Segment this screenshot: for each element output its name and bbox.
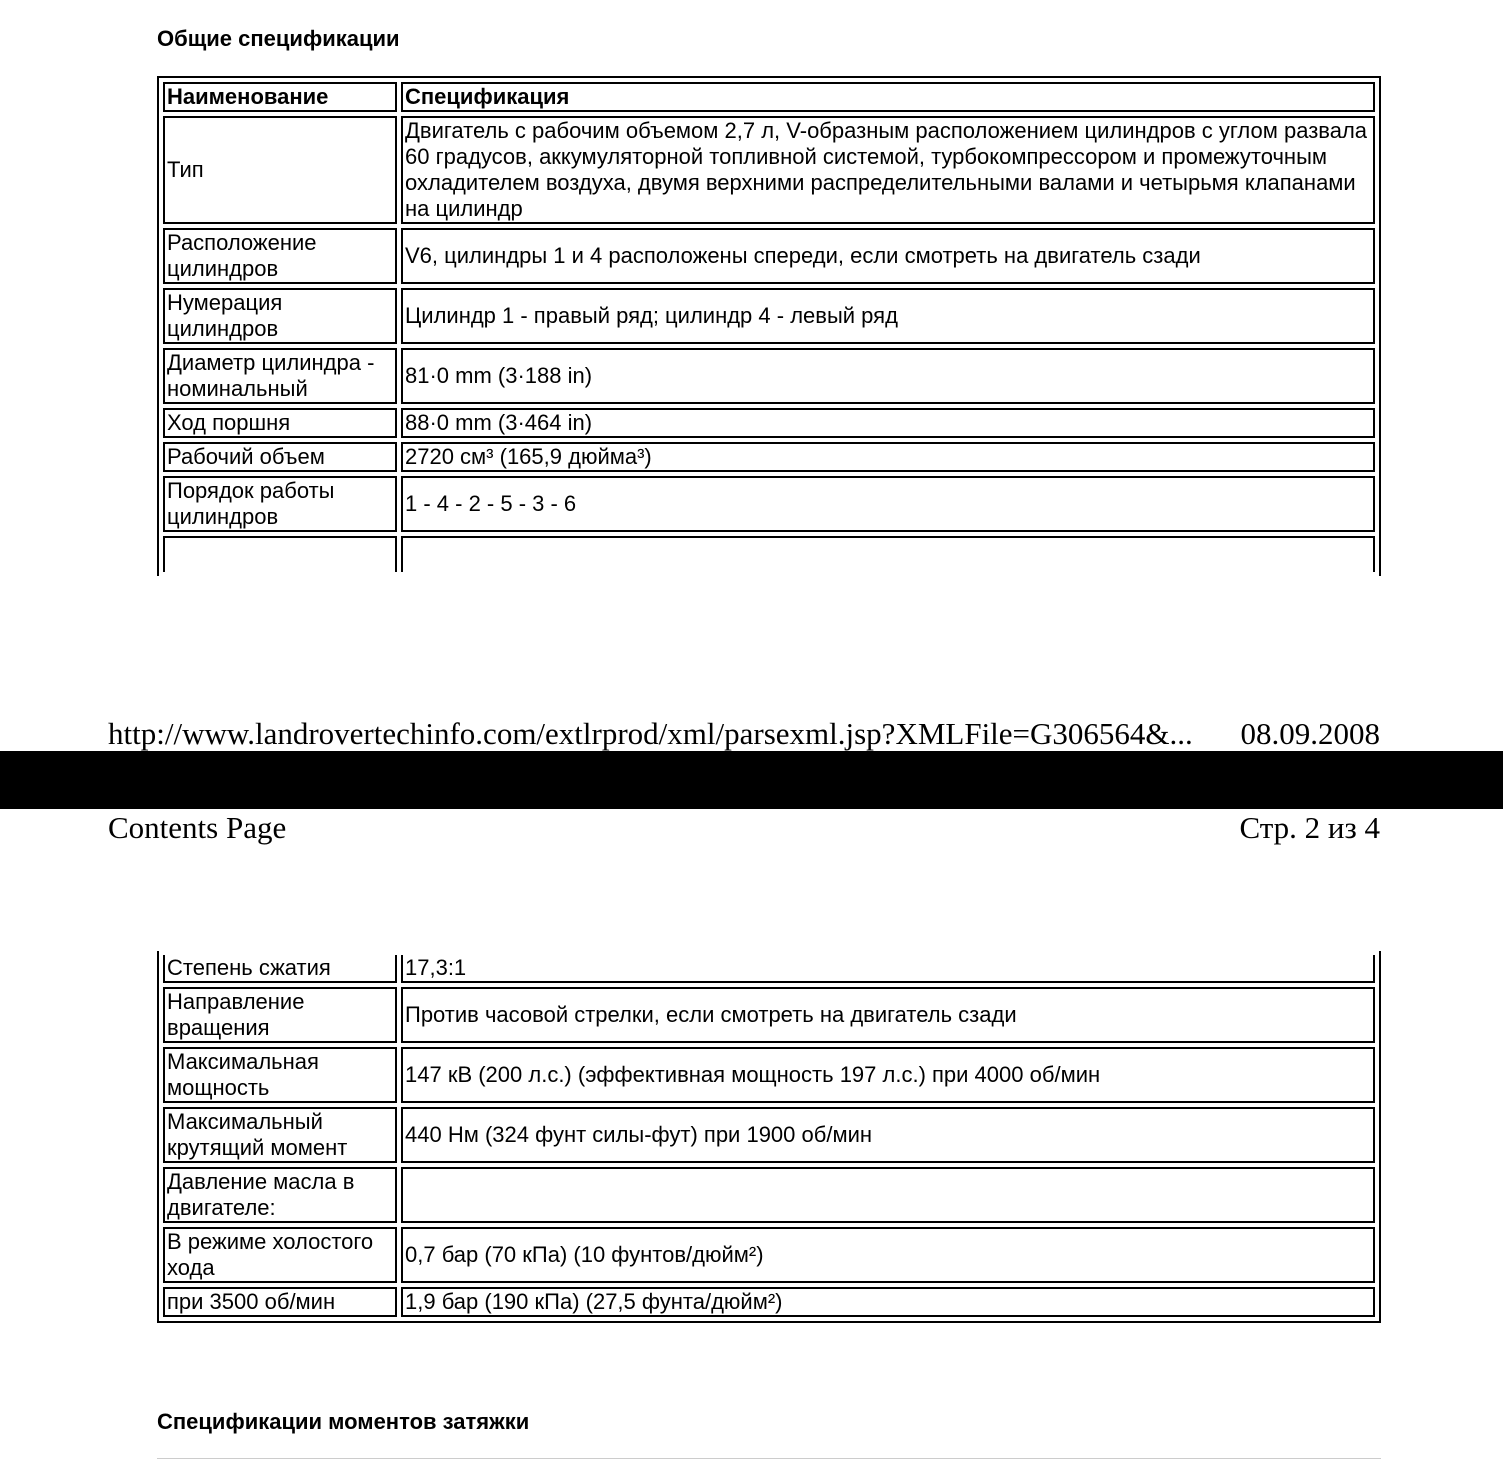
row-spec: 0,7 бар (70 кПа) (10 фунтов/дюйм²) [401,1227,1375,1283]
row-name: Ход поршня [163,408,397,438]
row-spec: Двигатель с рабочим объемом 2,7 л, V-образным расположением цилиндров с углом развала 60 градусов, аккумуляторной топливной системой, турбокомпрессором и промежуточным охладителем воздуха, двумя верхними распределительными валами и четырьмя клапанами на цилиндр [401,116,1375,224]
table-row [163,228,1375,284]
row-spec: 2720 см³ (165,9 дюйма³) [401,442,1375,472]
row-name: Давление масла в двигателе: [163,1167,397,1223]
table-row-cut [163,536,1375,572]
table-row [163,348,1375,404]
header-title: Contents Page [108,810,287,845]
row-spec: Цилиндр 1 - правый ряд; цилиндр 4 - левый ряд [401,288,1375,344]
row-spec: 147 кВ (200 л.с.) (эффективная мощность 197 л.с.) при 4000 об/мин [401,1047,1375,1103]
table-header-row [163,82,1375,112]
section-title-general-specs: Общие спецификации [157,26,400,51]
row-name: Максимальный крутящий момент [163,1107,397,1163]
row-spec: 1 - 4 - 2 - 5 - 3 - 6 [401,476,1375,532]
row-spec: V6, цилиндры 1 и 4 расположены спереди, если смотреть на двигатель сзади [401,228,1375,284]
row-name: Тип [163,116,397,224]
row-spec: 1,9 бар (190 кПа) (27,5 фунта/дюйм²) [401,1287,1375,1317]
table-row [163,1107,1375,1163]
header-page-number: Стр. 2 из 4 [1239,810,1380,845]
row-name: В режиме холостого хода [163,1227,397,1283]
row-spec: 17,3:1 [401,955,1375,983]
row-name: Рабочий объем [163,442,397,472]
table-row [163,955,1375,983]
row-spec: Против часовой стрелки, если смотреть на двигатель сзади [401,987,1375,1043]
row-spec [401,1167,1375,1223]
table-row [163,1047,1375,1103]
footer-url: http://www.landrovertechinfo.com/extlrprod/xml/parsexml.jsp?XMLFile=G306564&... [108,716,1193,751]
row-spec: 440 Нм (324 фунт силы-фут) при 1900 об/мин [401,1107,1375,1163]
page-header [108,810,1380,846]
row-name: Нумерация цилиндров [163,288,397,344]
section-title-torque-specs: Спецификации моментов затяжки [157,1409,530,1434]
page-break-bar [0,751,1503,809]
row-spec: 81·0 mm (3·188 in) [401,348,1375,404]
general-specs-table [157,76,1381,576]
row-name [163,536,397,572]
table-row [163,408,1375,438]
row-name: Степень сжатия [163,955,397,983]
table-row [163,987,1375,1043]
table-row [163,442,1375,472]
page-footer [108,716,1380,752]
row-name: Диаметр цилиндра - номинальный [163,348,397,404]
footer-date: 08.09.2008 [1240,716,1380,751]
row-spec [401,536,1375,572]
table-row [163,476,1375,532]
table-row [163,1227,1375,1283]
row-spec: 88·0 mm (3·464 in) [401,408,1375,438]
table-row [163,1287,1375,1317]
header-name: Наименование [163,82,397,112]
row-name: Максимальная мощность [163,1047,397,1103]
row-name: Направление вращения [163,987,397,1043]
divider [157,1458,1381,1459]
table-row [163,288,1375,344]
general-specs-table-continued [157,951,1381,1323]
row-name: при 3500 об/мин [163,1287,397,1317]
table-row [163,1167,1375,1223]
row-name: Порядок работы цилиндров [163,476,397,532]
table-row [163,116,1375,224]
header-spec: Спецификация [401,82,1375,112]
row-name: Расположение цилиндров [163,228,397,284]
